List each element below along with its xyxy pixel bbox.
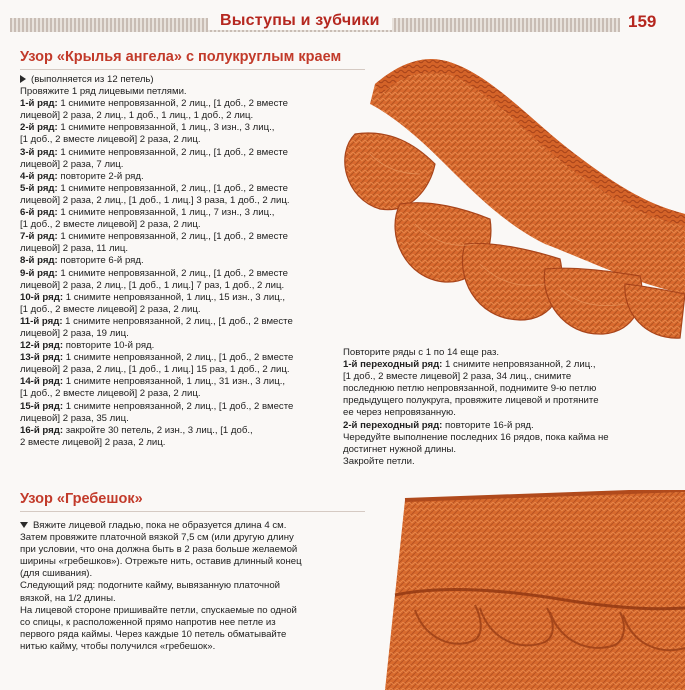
row-text: повторите 2-й ряд. [57,170,144,182]
row-label: 10-й ряд: [20,291,64,303]
row-label: 2-й ряд: [20,122,58,134]
row-text: достигнет нужной длины. [343,443,457,455]
instruction-line [343,359,609,371]
row-text: повторите 10-й ряд. [63,340,155,352]
instruction-line [20,544,302,556]
row-text: Повторите ряды с 1 по 14 еще раз. [343,347,500,358]
instruction-line [20,304,293,316]
instruction-line [20,231,293,243]
instruction-line [20,629,302,641]
row-text: [1 доб., 2 вместе лицевой] 2 раза, 2 лиц. [20,219,201,231]
line-text: при условии, что она должна быть в 2 раза больше желаемой [20,544,298,556]
row-text: повторите 16-й ряд. [442,419,534,431]
instruction-line [20,437,293,449]
instruction-line [20,413,293,425]
row-text: [1 доб., 2 вместе лицевой] 2 раза, 2 лиц. [20,134,201,146]
instruction-line [20,617,302,629]
instruction-line [20,532,302,544]
page-number: 159 [628,12,657,31]
instruction-line [20,364,293,376]
angel-wings-photo [335,44,685,344]
instruction-line [20,605,302,617]
instruction-line [20,243,293,255]
instruction-line [20,147,293,159]
instruction-line [20,171,293,183]
section-rule [20,511,365,512]
line-text: Вяжите лицевой гладью, пока не образуется длина 4 см. [33,520,287,531]
row-text: Провяжите 1 ряд лицевыми петлями. [20,86,187,98]
row-text: повторите 6-й ряд. [57,255,144,267]
row-text: [1 доб., 2 вместе лицевой] 2 раза, 34 лиц., снимите [343,371,572,383]
row-text: последнюю петлю непровязанной, поднимите 9-ю петлю [343,383,597,395]
instruction-line [20,401,293,413]
instruction-line [20,183,293,195]
row-text: лицевой] 2 раза, 11 лиц. [20,243,129,255]
row-label: 14-й ряд: [20,376,64,388]
instruction-line [20,195,293,207]
instruction-line [343,420,609,432]
section-rule [20,69,365,70]
instruction-line [20,219,293,231]
line-text: Затем провяжите платочной вязкой 7,5 см (или другую длину [20,532,294,544]
row-text: 1 снимите непровязанной, 1 лиц., 7 изн., 3 лиц., [57,207,275,219]
instruction-line [20,388,293,400]
instruction-line [343,407,609,419]
instruction-line [20,280,293,292]
instruction-line [343,383,609,395]
section-title-scallop: Узор «Гребешок» [20,491,143,507]
instruction-line [20,316,293,328]
row-text: [1 доб., 2 вместе лицевой] 2 раза, 2 лиц. [20,303,201,315]
row-text: [1 доб., 2 вместе лицевой] 2 раза, 2 лиц. [20,388,201,400]
instruction-line [20,86,293,98]
instruction-line [343,347,609,359]
instruction-line [20,255,293,267]
instruction-line [20,98,293,110]
line-text: (для сшивания). [20,568,93,580]
row-text: 1 снимите непровязанной, 1 лиц., 15 изн., 3 лиц., [63,291,286,303]
row-label: 15-й ряд: [20,400,64,412]
instruction-line [20,328,293,340]
row-label: 5-й ряд: [20,182,58,194]
row-label: 12-й ряд: [20,340,64,352]
instruction-line [20,340,293,352]
line-text: со спицы, к расположенной прямо напротив нее петле из [20,616,276,628]
instruction-line [343,444,609,456]
line-text: нитью кайму, чтобы получился «гребешок». [20,640,216,652]
row-text: 1 снимите непровязанной, 2 лиц., [442,359,596,371]
row-label: 9-й ряд: [20,267,58,279]
row-label: 7-й ряд: [20,231,58,243]
row-text: 1 снимите непровязанной, 2 лиц., [1 доб., 2 вместе [63,400,294,412]
row-label: 1-й ряд: [20,98,58,110]
instruction-line [20,593,302,605]
row-text: ее через непровязанную. [343,407,456,419]
instruction-line [20,556,302,568]
row-text: лицевой] 2 раза, 19 лиц. [20,327,129,339]
scallop-photo [385,490,685,690]
section-title-angel-wings: Узор «Крылья ангела» с полукруглым краем [20,49,342,65]
instruction-line [20,352,293,364]
row-text: лицевой] 2 раза, 2 лиц., [1 доб., 1 лиц.] 7 раз, 1 доб., 2 лиц. [20,279,285,291]
row-text: лицевой] 2 раза, 7 лиц. [20,158,124,170]
instruction-line [20,568,302,580]
row-text: 1 снимите непровязанной, 2 лиц., [1 доб., 2 вместе [57,146,289,158]
transition-rows-instructions [343,347,609,468]
line-text: Следующий ряд: подогните кайму, вывязанную платочной [20,580,281,592]
line-text: На лицевой стороне пришивайте петли, спускаемые по одной [20,604,297,616]
row-label: 13-й ряд: [20,352,64,364]
chapter-title: Выступы и зубчики [208,12,392,30]
row-text: Чередуйте выполнение последних 16 рядов, пока кайма не [343,431,609,443]
row-label: 4-й ряд: [20,170,58,182]
instruction-line [20,376,293,388]
row-text: Закройте петли. [343,455,415,467]
triangle-bullet-icon [20,75,26,83]
row-text: 1 снимите непровязанной, 1 лиц., 3 изн., 3 лиц., [57,122,275,134]
triangle-bullet-icon [20,522,28,528]
row-text: лицевой] 2 раза, 35 лиц. [20,412,129,424]
instruction-line [343,456,609,468]
row-label: 1-й переходный ряд: [343,359,443,371]
intro-line: (выполняется из 12 петель) [20,74,293,86]
row-label: 16-й ряд: [20,424,64,436]
row-text: 1 снимите непровязанной, 1 лиц., 31 изн., 3 лиц., [63,376,286,388]
row-label: 8-й ряд: [20,255,58,267]
row-text: 1 снимите непровязанной, 2 лиц., [1 доб., 2 вместе [57,98,289,110]
scallop-instructions [20,520,302,653]
row-text: 1 снимите непровязанной, 2 лиц., [1 доб., 2 вместе [57,182,289,194]
instruction-line [20,580,302,592]
instruction-line [20,110,293,122]
instruction-line [20,268,293,280]
row-label: 6-й ряд: [20,207,58,219]
instruction-line [20,159,293,171]
instruction-line [20,425,293,437]
row-label: 11-й ряд: [20,315,63,327]
row-label: 3-й ряд: [20,146,58,158]
page-header [0,0,685,44]
row-text: предыдущего полукруга, провяжите лицевой и протяните [343,395,599,407]
instruction-line [20,292,293,304]
line-text: ширины «гребешков»). Отрежьте нить, оставив длинный конец [20,556,302,568]
row-text: 1 снимите непровязанной, 2 лиц., [1 доб., 2 вместе [57,231,289,243]
line-text: вязкой, на 1/2 длины. [20,592,116,604]
row-text: лицевой] 2 раза, 2 лиц., [1 доб., 1 лиц.] 3 раза, 1 доб., 2 лиц. [20,194,290,206]
instruction-line [20,207,293,219]
row-text: закройте 30 петель, 2 изн., 3 лиц., [1 доб., [63,424,253,436]
row-text: 1 снимите непровязанной, 2 лиц., [1 доб., 2 вместе [62,315,293,327]
angel-wings-instructions [20,74,293,449]
instruction-line [20,641,302,653]
instruction-line [20,520,302,532]
row-text: лицевой] 2 раза, 2 лиц., 1 доб., 1 лиц., 1 доб., 2 лиц. [20,110,254,122]
instruction-line [343,395,609,407]
row-text: 2 вместе лицевой] 2 раза, 2 лиц. [20,436,166,448]
line-text: первого ряда каймы. Через каждые 10 петель обматывайте [20,628,287,640]
row-text: 1 снимите непровязанной, 2 лиц., [1 доб., 2 вместе [63,352,294,364]
instruction-line [343,371,609,383]
row-text: лицевой] 2 раза, 2 лиц., [1 доб., 1 лиц.] 15 раз, 1 доб., 2 лиц. [20,364,290,376]
row-label: 2-й переходный ряд: [343,419,443,431]
row-text: 1 снимите непровязанной, 2 лиц., [1 доб., 2 вместе [57,267,289,279]
instruction-line [20,122,293,134]
instruction-line [20,134,293,146]
instruction-line [343,432,609,444]
